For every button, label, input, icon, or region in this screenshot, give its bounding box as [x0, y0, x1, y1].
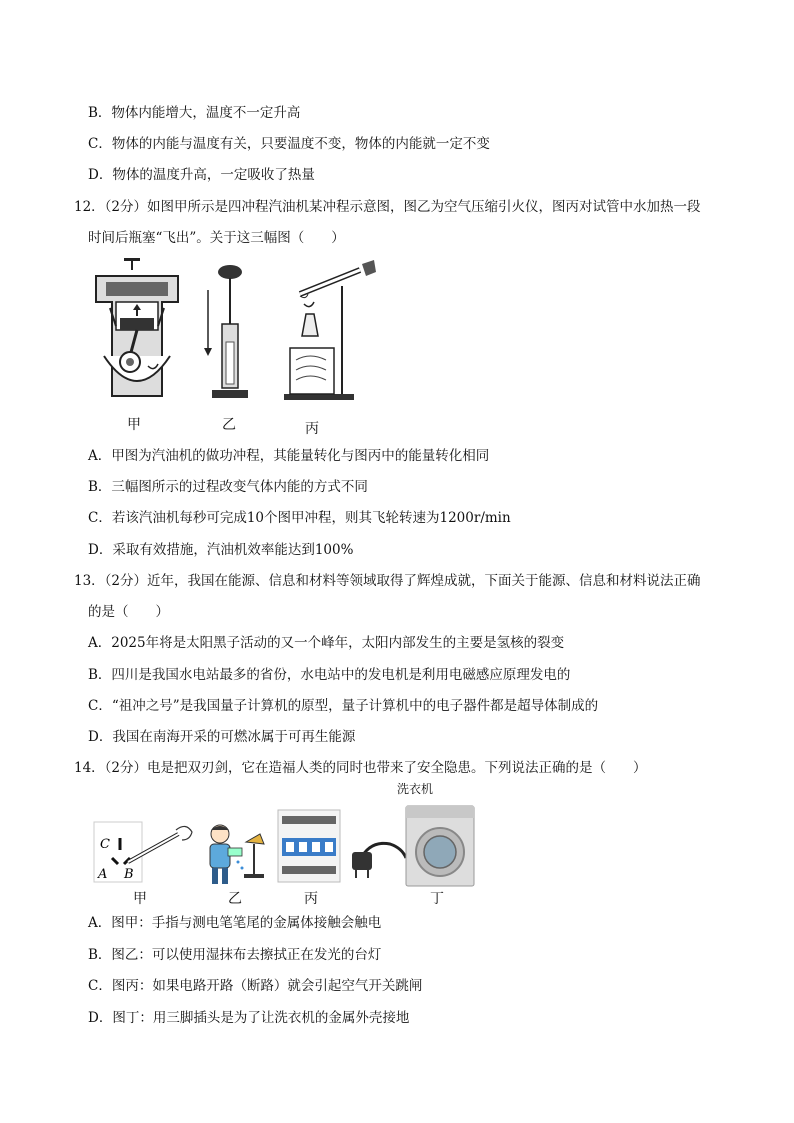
- q14-option-c: C．图丙：如果电路开路（断路）就会引起空气开关跳闸: [88, 978, 423, 994]
- socket-label-a: A: [98, 867, 108, 882]
- q12-option-c: C．若该汽油机每秒可完成10个图甲冲程，则其飞轮转速为1200r/min: [88, 510, 511, 526]
- wet-cloth-lamp-diagram: [198, 824, 268, 888]
- q12-caption-yi: 乙: [222, 417, 236, 433]
- q13-option-d: D．我国在南海开采的可燃冰属于可再生能源: [88, 729, 356, 745]
- q14-caption-ding: 丁: [430, 891, 444, 907]
- engine-diagram: [92, 256, 184, 404]
- q12-option-b: B．三幅图所示的过程改变气体内能的方式不同: [88, 479, 368, 495]
- q11-option-d: D．物体的温度升高，一定吸收了热量: [88, 167, 315, 183]
- q14-option-b: B．图乙：可以使用湿抹布去擦拭正在发光的台灯: [88, 947, 382, 963]
- washing-machine-diagram: [350, 800, 480, 888]
- washer-label: 洗衣机: [397, 782, 434, 796]
- q12-caption-bing: 丙: [305, 421, 319, 437]
- q11-option-b: B．物体内能增大，温度不一定升高: [88, 105, 301, 121]
- q13-stem-line1: 13．（2分）近年，我国在能源、信息和材料等领域取得了辉煌成就，下面关于能源、信息和材料说法正确: [74, 573, 701, 589]
- q13-option-c: C．“祖冲之号”是我国量子计算机的原型，量子计算机中的电子器件都是超导体制成的: [88, 698, 599, 714]
- q14-stem-line1: 14．（2分）电是把双刃剑，它在造福人类的同时也带来了安全隐患。下列说法正确的是（ ）: [74, 760, 647, 776]
- q14-option-a: A．图甲：手指与测电笔笔尾的金属体接触会触电: [88, 915, 382, 931]
- q13-stem-line2: 的是（ ）: [88, 604, 169, 620]
- air-switch-diagram: [276, 808, 342, 884]
- q14-caption-jia: 甲: [133, 891, 147, 907]
- q12-option-d: D．采取有效措施，汽油机效率能达到100%: [88, 542, 354, 558]
- q13-option-b: B．四川是我国水电站最多的省份，水电站中的发电机是利用电磁感应原理发电的: [88, 667, 571, 683]
- heating-test-tube-diagram: [280, 256, 380, 406]
- socket-label-c: C: [100, 837, 110, 852]
- fire-syringe-diagram: [200, 260, 250, 410]
- socket-label-b: B: [124, 867, 134, 882]
- test-pen-diagram: [90, 818, 200, 888]
- q12-stem-line1: 12．（2分）如图甲所示是四冲程汽油机某冲程示意图，图乙为空气压缩引火仪，图丙对试管中水加热一段: [74, 199, 701, 215]
- q14-caption-bing: 丙: [304, 891, 318, 907]
- q14-option-d: D．图丁：用三脚插头是为了让洗衣机的金属外壳接地: [88, 1010, 410, 1026]
- q14-caption-yi: 乙: [228, 891, 242, 907]
- q11-option-c: C．物体的内能与温度有关，只要温度不变，物体的内能就一定不变: [88, 136, 490, 152]
- q12-stem-line2: 时间后瓶塞“飞出”。关于这三幅图（ ）: [88, 230, 345, 246]
- q12-caption-jia: 甲: [127, 417, 141, 433]
- q13-option-a: A．2025年将是太阳黑子活动的又一个峰年，太阳内部发生的主要是氢核的裂变: [88, 635, 565, 651]
- q12-option-a: A．甲图为汽油机的做功冲程，其能量转化与图丙中的能量转化相同: [88, 448, 490, 464]
